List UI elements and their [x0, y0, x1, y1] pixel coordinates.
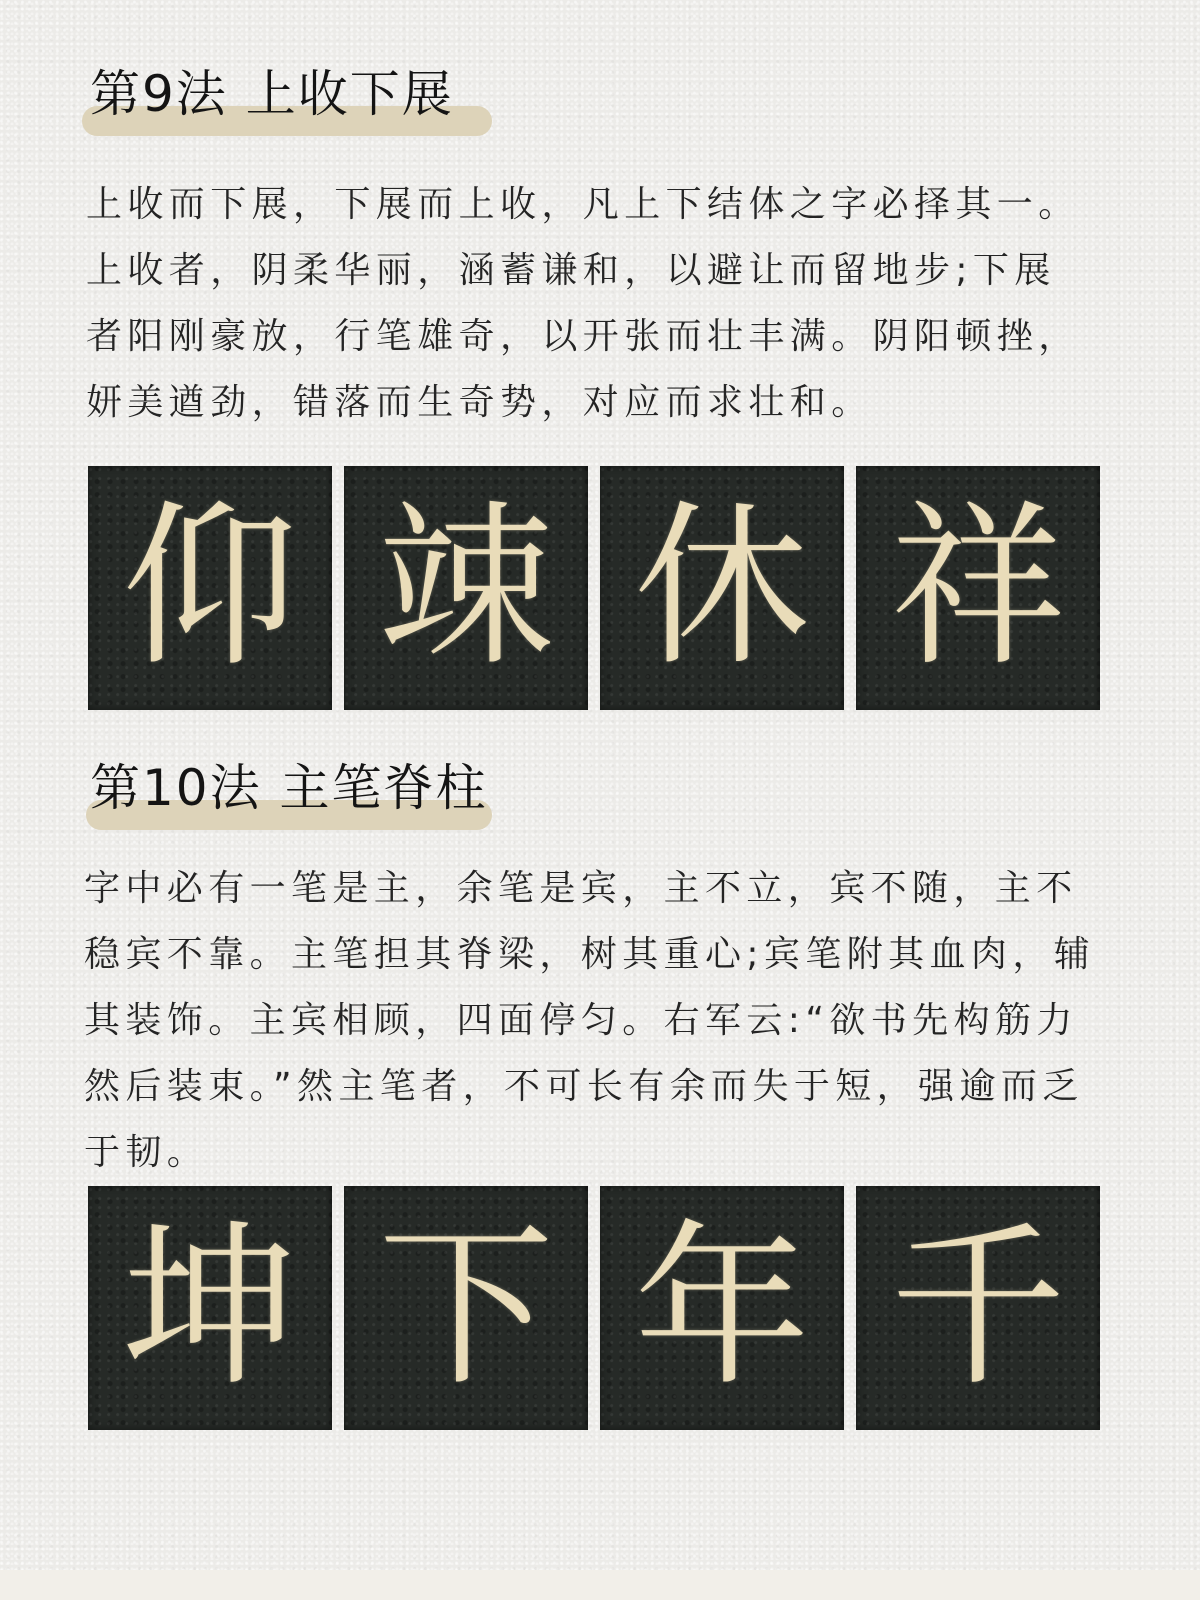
calligraphy-character: 仰	[121, 485, 298, 690]
calligraphy-tile	[344, 466, 588, 710]
calligraphy-tile	[600, 466, 844, 710]
calligraphy-tile	[344, 1186, 588, 1430]
calligraphy-tile	[600, 1186, 844, 1430]
calligraphy-character: 下	[377, 1205, 554, 1410]
calligraphy-character: 祥	[889, 485, 1066, 690]
section-title: 第9法 上收下展	[90, 65, 454, 123]
calligraphy-character: 千	[889, 1205, 1066, 1410]
calligraphy-character: 竦	[377, 485, 554, 690]
bottom-strip	[0, 1570, 1200, 1600]
section-paragraph: 上收而下展，下展而上收，凡上下结体之字必择其一。上收者，阴柔华丽，涵蓄谦和，以避让而留地步;下展者阳刚豪放，行笔雄奇，以开张而壮丰满。阴阳顿挫，妍美遒劲，错落而生奇势，对应而求壮和。	[86, 184, 1080, 423]
calligraphy-tile	[856, 1186, 1100, 1430]
section-title: 第10法 主笔脊柱	[90, 759, 488, 817]
calligraphy-character: 坤	[121, 1205, 298, 1410]
calligraphy-tile	[856, 466, 1100, 710]
calligraphy-character: 休	[633, 485, 810, 690]
calligraphy-examples-row	[88, 466, 1100, 710]
calligraphy-character: 年	[633, 1205, 810, 1410]
calligraphy-examples-row	[88, 1186, 1100, 1430]
section-paragraph: 字中必有一笔是主，余笔是宾，主不立，宾不随，主不稳宾不靠。主笔担其脊梁，树其重心;宾笔附其血肉，辅其装饰。主宾相顾，四面停匀。右军云:“欲书先构筋力然后装束。”然主笔者，不可长有余而失于短，强逾而乏于韧。	[84, 868, 1096, 1173]
calligraphy-tile	[88, 466, 332, 710]
calligraphy-tile	[88, 1186, 332, 1430]
